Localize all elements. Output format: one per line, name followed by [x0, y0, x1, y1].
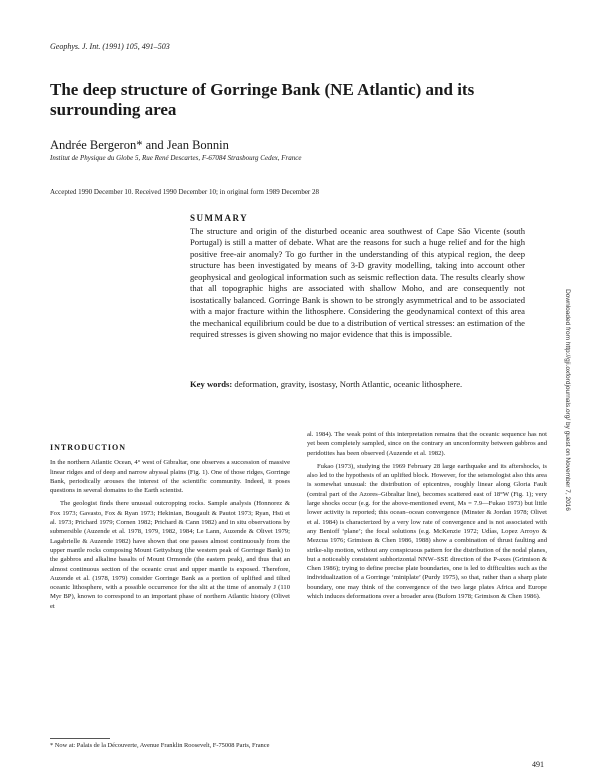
footnote: * Now at: Palais de la Découverte, Avenue Franklin Roosevelt, F-75008 Paris, France	[50, 742, 270, 749]
footnote-divider	[50, 738, 110, 739]
article-title: The deep structure of Gorringe Bank (NE Atlantic) and its surrounding area	[50, 80, 475, 119]
left-column	[50, 443, 290, 615]
introduction-heading: INTRODUCTION	[50, 443, 127, 452]
introduction-paragraph: The geologist finds there unusual outcropping rocks. Sample analysis (Honnorez & Fox 1973; Gavasto, Fox & Ryan 1973; Hekinian, Bougault & Pautot 1973; Ryan, Hsü et al. 1973; Prichard 1979; Cornen 1982; Prichard & Cann 1982) and in situ observations by submersible (Auzende et al. 1978, 1979, 1982, 1984; Le Lann, Auzende & Olivet 1979; Lagabrielle & Auzende 1982) have shown that one passes almost continuously from the upper mantle rocks composing Mount Gettysburg (the western peak of Gorringe Bank) to the gabbros and alkaline basalts of Mount Ormonde (the eastern peak), and thus that an almost continuous section of the oceanic crust and upper mantle is exposed. Therefore, Auzende et al. (1978, 1979) consider Gorringe Bank as a portion of uplifted and tilted oceanic lithosphere, with a possible occurrence for the slit at the time of anomaly J (110 Myr BP), known to correspond to an important phase of northern Atlantic history (Olivet et	[50, 500, 290, 610]
summary-heading: SUMMARY	[190, 213, 249, 223]
summary-text: The structure and origin of the disturbed oceanic area southwest of Cape São Vicente (south Portugal) is still a matter of debate. What are the reasons for such a huge relief and for the high positive free-air anomaly? To go further in the understanding of this atypical region, the deep structure has been investigated by means of 3-D gravity modelling, taking into account other geophysical and geological information such as seismic reflection data. The results clearly show that all topographic highs are associated with shallow Moho, and are consequently not isostatically balanced. Gorringe Bank is shown to be strongly asymmetrical and to be associated with a major fracture within the lithosphere. Considering the geodynamical context of this area the mechanical equilibrium could be due to a distribution of vertical stresses: an estimation of the required stresses is given showing no major evidence that this is impossible.	[190, 226, 525, 340]
download-notice	[561, 250, 573, 550]
introduction-paragraph: In the northern Atlantic Ocean, 4° west of Gibraltar, one observes a succession of massive linear ridges and of deep and narrow abyssal plains (Fig. 1). One of those ridges, Gorringe Bank, periodically arouses the interest of the scientific community. Indeed, it poses questions in several domains to the Earth scientist.	[50, 459, 290, 495]
keywords	[190, 379, 530, 390]
page-number: 491	[532, 760, 544, 769]
keywords-text: deformation, gravity, isostasy, North Atlantic, oceanic lithosphere.	[234, 379, 463, 389]
submission-dates: Accepted 1990 December 10. Received 1990 December 10; in original form 1989 December 28	[50, 188, 320, 196]
body-paragraph: Fukao (1973), studying the 1969 February 28 large earthquake and its aftershocks, is also led to the hypothesis of an uplifted block. However, for the seismologist also this area is somewhat unusual: the distribution of epicentres, roughly linear along Gloria Fault (central part of the Azores–Gibraltar line), becomes scattered east of 18°W (Fig. 1); very large shocks occur (e.g. for the above-mentioned event, Ms = 7.9—Fukao 1973) but little lower activity is reported; this ocean–ocean convergence (Minster & Jordan 1978; Olivet et al. 1984) is characterized by a very low rate of convergence and is not associated with any Benioff ‘plane’; the focal solutions (e.g. McKenzie 1972; Udías, Lopez Arroyo & Mezcua 1976; Grimison & Chen 1986, 1988) show a combination of thrust faulting and strike-slip motion, without any conspicuous pattern for the distribution of the nodal planes, but a noticeably consistent subhorizontal NNW–SSE direction of the P-axes (Grimison & Chen 1986); trying to define precise plate boundaries, one is led to difficulties such as the individualization of a Gorringe ‘miniplate’ (Purdy 1975), so that, rather than a sharp plate boundary, one may think of the convergence of the two large plates Africa and Europe which induces deformations over a broader area (Buforn 1978; Grimison & Chen 1986).	[307, 462, 547, 601]
journal-reference: Geophys. J. Int. (1991) 105, 491–503	[50, 42, 170, 51]
download-notice-text: Downloaded from http://gji.oxfordjournals.org/ by guest on November 7, 2016	[564, 289, 571, 511]
right-column	[307, 430, 547, 605]
body-paragraph: al. 1984). The weak point of this interpretation remains that the oceanic sequence has not yet been completely sampled, since on the contrary an unconformity between gabbros and peridotites has been observed (Auzende et al. 1982).	[307, 431, 547, 457]
author-list: Andrée Bergeron* and Jean Bonnin	[50, 138, 229, 152]
keywords-label: Key words:	[190, 379, 233, 389]
author-affiliation: Institut de Physique du Globe 5, Rue René Descartes, F-67084 Strasbourg Cedex, France	[50, 154, 302, 162]
